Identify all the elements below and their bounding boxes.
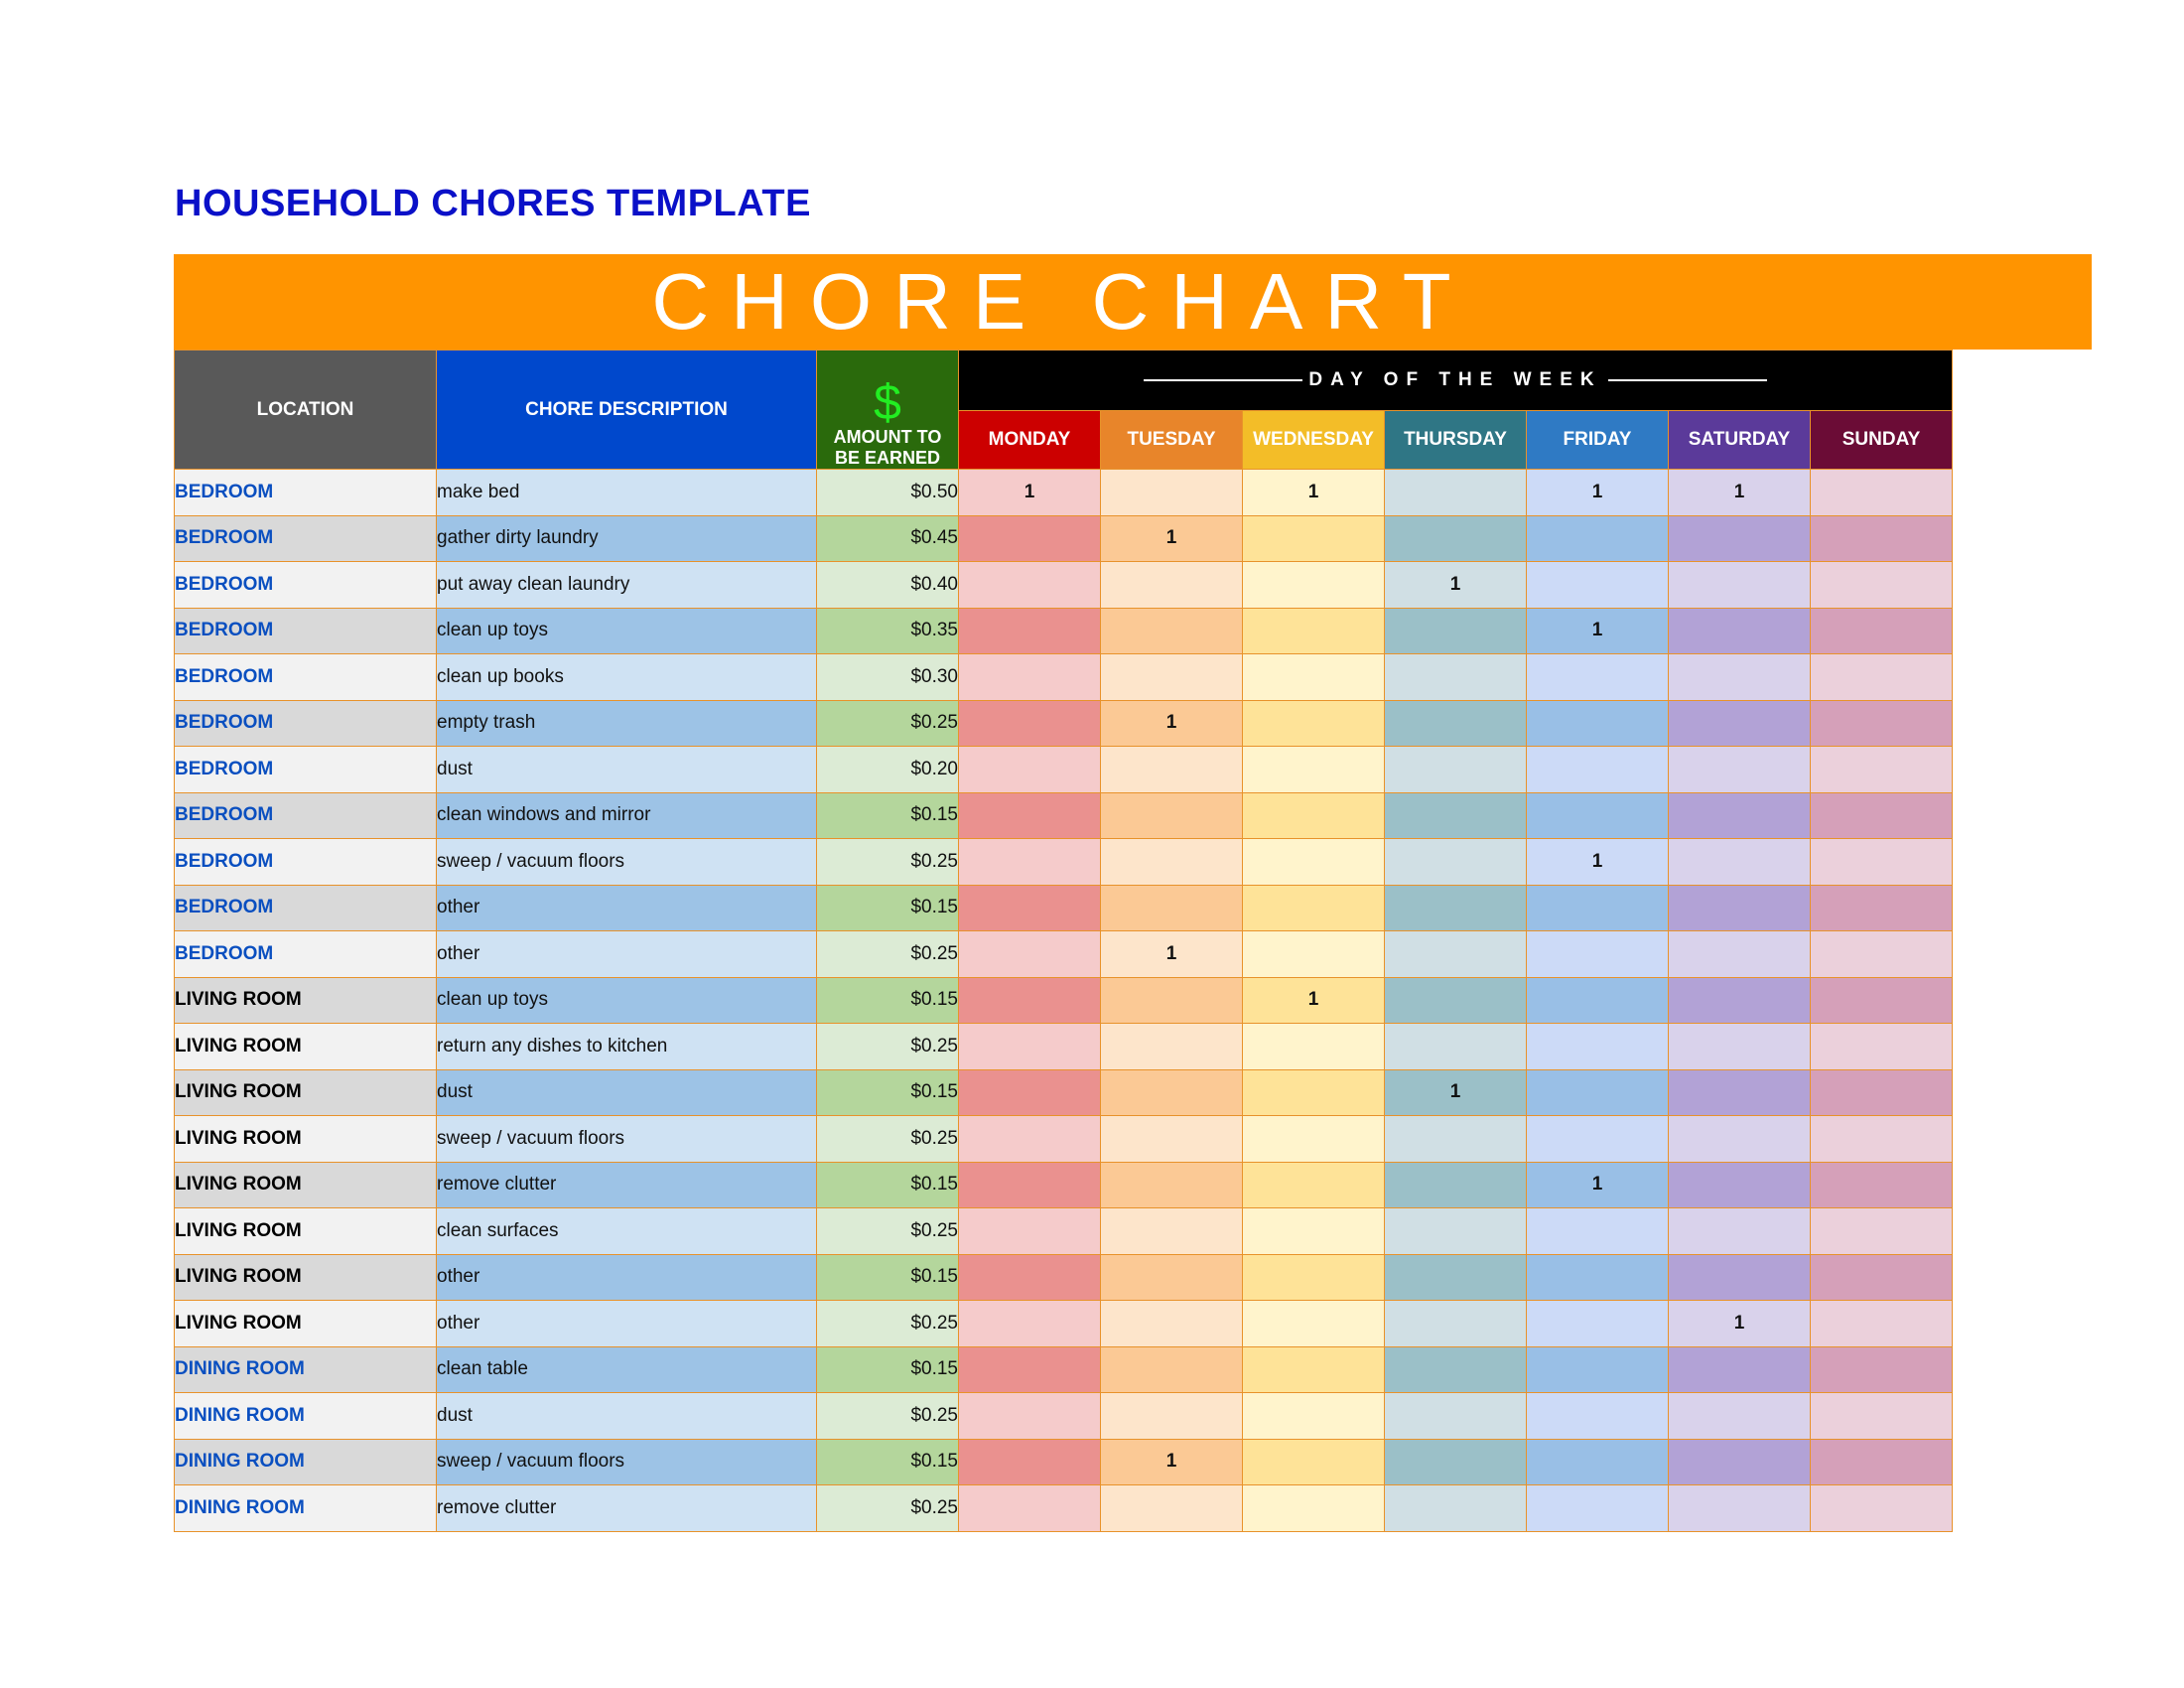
- chore-description-cell[interactable]: clean up toys: [437, 977, 817, 1024]
- amount-cell[interactable]: $0.25: [817, 1024, 959, 1070]
- day-cell-tuesday[interactable]: [1101, 885, 1243, 931]
- day-cell-tuesday[interactable]: [1101, 1208, 1243, 1255]
- day-cell-sunday[interactable]: [1811, 977, 1953, 1024]
- amount-cell[interactable]: $0.50: [817, 470, 959, 516]
- day-cell-monday[interactable]: 1: [959, 470, 1101, 516]
- location-cell[interactable]: LIVING ROOM: [175, 1162, 437, 1208]
- table-row: [175, 1208, 1953, 1255]
- day-cell-sunday[interactable]: [1811, 931, 1953, 978]
- amount-cell[interactable]: $0.25: [817, 1485, 959, 1532]
- amount-cell[interactable]: $0.15: [817, 1162, 959, 1208]
- day-cell-monday[interactable]: [959, 654, 1101, 701]
- chore-description-cell[interactable]: sweep / vacuum floors: [437, 1116, 817, 1163]
- day-cell-wednesday[interactable]: [1243, 1024, 1385, 1070]
- day-cell-friday[interactable]: [1527, 792, 1669, 839]
- day-cell-wednesday[interactable]: [1243, 1162, 1385, 1208]
- day-cell-sunday[interactable]: [1811, 1116, 1953, 1163]
- chore-description-cell[interactable]: return any dishes to kitchen: [437, 1024, 817, 1070]
- day-cell-saturday[interactable]: [1669, 747, 1811, 793]
- day-cell-friday[interactable]: 1: [1527, 1162, 1669, 1208]
- day-cell-saturday[interactable]: [1669, 700, 1811, 747]
- amount-cell[interactable]: $0.15: [817, 1254, 959, 1301]
- day-cell-friday[interactable]: [1527, 931, 1669, 978]
- location-cell[interactable]: BEDROOM: [175, 654, 437, 701]
- day-cell-sunday[interactable]: [1811, 1301, 1953, 1347]
- location-cell[interactable]: LIVING ROOM: [175, 1069, 437, 1116]
- day-cell-monday[interactable]: [959, 792, 1101, 839]
- amount-header-line2: BE EARNED: [834, 448, 940, 468]
- day-cell-wednesday[interactable]: [1243, 562, 1385, 609]
- table-row: [175, 977, 1953, 1024]
- table-row: [175, 1346, 1953, 1393]
- table-row: [175, 1069, 1953, 1116]
- day-cell-tuesday[interactable]: [1101, 562, 1243, 609]
- day-cell-wednesday[interactable]: [1243, 654, 1385, 701]
- amount-cell[interactable]: $0.15: [817, 792, 959, 839]
- table-row: [175, 562, 1953, 609]
- day-cell-tuesday[interactable]: [1101, 1393, 1243, 1440]
- amount-cell[interactable]: $0.25: [817, 700, 959, 747]
- chore-description-header: CHORE DESCRIPTION: [437, 351, 817, 470]
- day-cell-thursday[interactable]: [1385, 608, 1527, 654]
- day-cell-friday[interactable]: [1527, 1439, 1669, 1485]
- day-cell-tuesday[interactable]: [1101, 470, 1243, 516]
- chore-description-cell[interactable]: clean surfaces: [437, 1208, 817, 1255]
- day-cell-wednesday[interactable]: 1: [1243, 470, 1385, 516]
- day-of-week-header: [959, 351, 1953, 411]
- day-cell-wednesday[interactable]: [1243, 1393, 1385, 1440]
- location-cell[interactable]: LIVING ROOM: [175, 1301, 437, 1347]
- table-row: [175, 1162, 1953, 1208]
- day-cell-wednesday[interactable]: [1243, 608, 1385, 654]
- table-row: [175, 1116, 1953, 1163]
- chore-description-cell[interactable]: other: [437, 1301, 817, 1347]
- day-cell-monday[interactable]: [959, 885, 1101, 931]
- day-cell-sunday[interactable]: [1811, 1208, 1953, 1255]
- location-cell[interactable]: BEDROOM: [175, 931, 437, 978]
- day-cell-friday[interactable]: [1527, 747, 1669, 793]
- day-cell-sunday[interactable]: [1811, 1393, 1953, 1440]
- amount-cell[interactable]: $0.15: [817, 885, 959, 931]
- day-cell-saturday[interactable]: [1669, 931, 1811, 978]
- day-cell-tuesday[interactable]: [1101, 839, 1243, 886]
- chore-description-cell[interactable]: dust: [437, 1069, 817, 1116]
- day-cell-thursday[interactable]: [1385, 931, 1527, 978]
- day-cell-wednesday[interactable]: [1243, 885, 1385, 931]
- amount-cell[interactable]: $0.40: [817, 562, 959, 609]
- location-cell[interactable]: LIVING ROOM: [175, 1254, 437, 1301]
- table-row: [175, 747, 1953, 793]
- chore-description-cell[interactable]: clean windows and mirror: [437, 792, 817, 839]
- day-header-4: THURSDAY: [1385, 411, 1527, 470]
- location-cell[interactable]: BEDROOM: [175, 839, 437, 886]
- day-cell-saturday[interactable]: [1669, 1346, 1811, 1393]
- day-cell-thursday[interactable]: [1385, 700, 1527, 747]
- chore-description-cell[interactable]: make bed: [437, 470, 817, 516]
- day-cell-saturday[interactable]: 1: [1669, 1301, 1811, 1347]
- amount-cell[interactable]: $0.45: [817, 515, 959, 562]
- day-cell-thursday[interactable]: [1385, 839, 1527, 886]
- table-row: [175, 515, 1953, 562]
- chore-table: [174, 350, 1953, 1532]
- day-cell-friday[interactable]: [1527, 1485, 1669, 1532]
- table-row: [175, 608, 1953, 654]
- day-cell-friday[interactable]: [1527, 515, 1669, 562]
- day-cell-monday[interactable]: [959, 1346, 1101, 1393]
- chore-description-cell[interactable]: other: [437, 885, 817, 931]
- day-cell-saturday[interactable]: [1669, 654, 1811, 701]
- day-cell-tuesday[interactable]: 1: [1101, 1439, 1243, 1485]
- day-cell-sunday[interactable]: [1811, 747, 1953, 793]
- day-cell-saturday[interactable]: [1669, 977, 1811, 1024]
- table-row: [175, 839, 1953, 886]
- day-cell-tuesday[interactable]: [1101, 1254, 1243, 1301]
- location-cell[interactable]: DINING ROOM: [175, 1485, 437, 1532]
- location-cell[interactable]: BEDROOM: [175, 700, 437, 747]
- chore-description-cell[interactable]: dust: [437, 747, 817, 793]
- table-row: [175, 1301, 1953, 1347]
- day-cell-sunday[interactable]: [1811, 1346, 1953, 1393]
- day-cell-thursday[interactable]: [1385, 1254, 1527, 1301]
- day-cell-friday[interactable]: 1: [1527, 470, 1669, 516]
- amount-cell[interactable]: $0.25: [817, 1393, 959, 1440]
- day-cell-thursday[interactable]: [1385, 1024, 1527, 1070]
- day-cell-thursday[interactable]: [1385, 1116, 1527, 1163]
- day-cell-saturday[interactable]: [1669, 839, 1811, 886]
- day-header-5: FRIDAY: [1527, 411, 1669, 470]
- day-of-week-label: DAY OF THE WEEK: [1308, 369, 1602, 390]
- location-cell[interactable]: BEDROOM: [175, 562, 437, 609]
- amount-cell[interactable]: $0.25: [817, 1116, 959, 1163]
- amount-cell[interactable]: $0.25: [817, 839, 959, 886]
- day-cell-friday[interactable]: [1527, 1393, 1669, 1440]
- day-cell-thursday[interactable]: 1: [1385, 1069, 1527, 1116]
- day-cell-tuesday[interactable]: [1101, 747, 1243, 793]
- day-cell-wednesday[interactable]: [1243, 1069, 1385, 1116]
- day-cell-tuesday[interactable]: 1: [1101, 931, 1243, 978]
- day-cell-saturday[interactable]: [1669, 562, 1811, 609]
- day-cell-wednesday[interactable]: [1243, 931, 1385, 978]
- day-cell-saturday[interactable]: [1669, 608, 1811, 654]
- day-cell-friday[interactable]: [1527, 1346, 1669, 1393]
- day-cell-thursday[interactable]: [1385, 470, 1527, 516]
- amount-cell[interactable]: $0.25: [817, 931, 959, 978]
- day-cell-thursday[interactable]: [1385, 1346, 1527, 1393]
- day-cell-friday[interactable]: [1527, 1301, 1669, 1347]
- day-cell-thursday[interactable]: [1385, 1208, 1527, 1255]
- day-cell-friday[interactable]: [1527, 562, 1669, 609]
- day-cell-monday[interactable]: [959, 562, 1101, 609]
- day-cell-monday[interactable]: [959, 1162, 1101, 1208]
- day-cell-saturday[interactable]: [1669, 1485, 1811, 1532]
- amount-cell[interactable]: $0.25: [817, 1208, 959, 1255]
- amount-cell[interactable]: $0.15: [817, 1346, 959, 1393]
- day-cell-tuesday[interactable]: [1101, 792, 1243, 839]
- day-cell-sunday[interactable]: [1811, 1162, 1953, 1208]
- day-cell-thursday[interactable]: [1385, 1393, 1527, 1440]
- chore-description-cell[interactable]: remove clutter: [437, 1162, 817, 1208]
- day-cell-thursday[interactable]: [1385, 885, 1527, 931]
- day-cell-monday[interactable]: [959, 1024, 1101, 1070]
- location-cell[interactable]: BEDROOM: [175, 885, 437, 931]
- day-cell-tuesday[interactable]: [1101, 1346, 1243, 1393]
- day-cell-thursday[interactable]: [1385, 654, 1527, 701]
- day-cell-wednesday[interactable]: 1: [1243, 977, 1385, 1024]
- day-cell-friday[interactable]: [1527, 1116, 1669, 1163]
- day-cell-monday[interactable]: [959, 1254, 1101, 1301]
- day-cell-tuesday[interactable]: [1101, 654, 1243, 701]
- day-cell-wednesday[interactable]: [1243, 1301, 1385, 1347]
- day-cell-monday[interactable]: [959, 747, 1101, 793]
- day-cell-thursday[interactable]: [1385, 1162, 1527, 1208]
- day-cell-friday[interactable]: 1: [1527, 608, 1669, 654]
- chore-description-cell[interactable]: dust: [437, 1393, 817, 1440]
- day-cell-monday[interactable]: [959, 700, 1101, 747]
- day-cell-sunday[interactable]: [1811, 1439, 1953, 1485]
- day-cell-monday[interactable]: [959, 977, 1101, 1024]
- day-cell-wednesday[interactable]: [1243, 1208, 1385, 1255]
- table-row: [175, 792, 1953, 839]
- amount-cell[interactable]: $0.15: [817, 1439, 959, 1485]
- day-cell-thursday[interactable]: [1385, 1439, 1527, 1485]
- day-cell-wednesday[interactable]: [1243, 839, 1385, 886]
- table-row: [175, 654, 1953, 701]
- location-cell[interactable]: BEDROOM: [175, 608, 437, 654]
- day-cell-thursday[interactable]: 1: [1385, 562, 1527, 609]
- day-cell-thursday[interactable]: [1385, 1301, 1527, 1347]
- divider-line: [1144, 379, 1302, 381]
- day-cell-wednesday[interactable]: [1243, 792, 1385, 839]
- location-cell[interactable]: BEDROOM: [175, 515, 437, 562]
- chore-description-cell[interactable]: other: [437, 1254, 817, 1301]
- table-row: [175, 885, 1953, 931]
- day-cell-saturday[interactable]: [1669, 1208, 1811, 1255]
- location-cell[interactable]: BEDROOM: [175, 470, 437, 516]
- day-cell-tuesday[interactable]: [1101, 1301, 1243, 1347]
- day-header-1: MONDAY: [959, 411, 1101, 470]
- day-cell-sunday[interactable]: [1811, 1024, 1953, 1070]
- location-cell[interactable]: LIVING ROOM: [175, 1208, 437, 1255]
- day-cell-friday[interactable]: [1527, 700, 1669, 747]
- day-cell-monday[interactable]: [959, 1439, 1101, 1485]
- day-cell-thursday[interactable]: [1385, 515, 1527, 562]
- day-cell-sunday[interactable]: [1811, 885, 1953, 931]
- day-cell-friday[interactable]: [1527, 977, 1669, 1024]
- day-cell-sunday[interactable]: [1811, 792, 1953, 839]
- amount-header: [817, 351, 959, 470]
- day-cell-friday[interactable]: [1527, 1208, 1669, 1255]
- day-cell-tuesday[interactable]: [1101, 977, 1243, 1024]
- day-cell-tuesday[interactable]: 1: [1101, 515, 1243, 562]
- chore-description-cell[interactable]: gather dirty laundry: [437, 515, 817, 562]
- amount-cell[interactable]: $0.25: [817, 1301, 959, 1347]
- day-cell-monday[interactable]: [959, 1069, 1101, 1116]
- chore-description-cell[interactable]: clean table: [437, 1346, 817, 1393]
- day-cell-friday[interactable]: [1527, 885, 1669, 931]
- day-cell-thursday[interactable]: [1385, 747, 1527, 793]
- day-cell-monday[interactable]: [959, 931, 1101, 978]
- day-cell-thursday[interactable]: [1385, 977, 1527, 1024]
- amount-cell[interactable]: $0.15: [817, 1069, 959, 1116]
- day-cell-sunday[interactable]: [1811, 1485, 1953, 1532]
- day-cell-monday[interactable]: [959, 1393, 1101, 1440]
- day-cell-tuesday[interactable]: [1101, 1069, 1243, 1116]
- day-cell-tuesday[interactable]: 1: [1101, 700, 1243, 747]
- location-cell[interactable]: DINING ROOM: [175, 1393, 437, 1440]
- day-cell-wednesday[interactable]: [1243, 1254, 1385, 1301]
- location-header: LOCATION: [175, 351, 437, 470]
- day-cell-monday[interactable]: [959, 515, 1101, 562]
- day-cell-friday[interactable]: 1: [1527, 839, 1669, 886]
- chore-description-cell[interactable]: empty trash: [437, 700, 817, 747]
- location-cell[interactable]: LIVING ROOM: [175, 1116, 437, 1163]
- chore-description-cell[interactable]: remove clutter: [437, 1485, 817, 1532]
- amount-cell[interactable]: $0.30: [817, 654, 959, 701]
- day-cell-sunday[interactable]: [1811, 839, 1953, 886]
- day-cell-sunday[interactable]: [1811, 700, 1953, 747]
- day-cell-tuesday[interactable]: [1101, 1116, 1243, 1163]
- day-cell-saturday[interactable]: [1669, 1254, 1811, 1301]
- day-cell-wednesday[interactable]: [1243, 1439, 1385, 1485]
- chore-description-cell[interactable]: clean up toys: [437, 608, 817, 654]
- table-row: [175, 1439, 1953, 1485]
- day-cell-saturday[interactable]: [1669, 792, 1811, 839]
- location-cell[interactable]: DINING ROOM: [175, 1346, 437, 1393]
- location-cell[interactable]: BEDROOM: [175, 792, 437, 839]
- day-cell-thursday[interactable]: [1385, 792, 1527, 839]
- day-cell-saturday[interactable]: [1669, 1116, 1811, 1163]
- location-cell[interactable]: LIVING ROOM: [175, 1024, 437, 1070]
- amount-cell[interactable]: $0.20: [817, 747, 959, 793]
- table-row: [175, 1485, 1953, 1532]
- day-cell-saturday[interactable]: [1669, 1393, 1811, 1440]
- table-row: [175, 1024, 1953, 1070]
- day-cell-tuesday[interactable]: [1101, 1162, 1243, 1208]
- day-cell-friday[interactable]: [1527, 1024, 1669, 1070]
- location-cell[interactable]: BEDROOM: [175, 747, 437, 793]
- table-row: [175, 700, 1953, 747]
- amount-cell[interactable]: $0.35: [817, 608, 959, 654]
- day-header-7: SUNDAY: [1811, 411, 1953, 470]
- day-cell-friday[interactable]: [1527, 1254, 1669, 1301]
- location-cell[interactable]: LIVING ROOM: [175, 977, 437, 1024]
- divider-line: [1608, 379, 1767, 381]
- day-cell-wednesday[interactable]: [1243, 700, 1385, 747]
- day-cell-monday[interactable]: [959, 839, 1101, 886]
- table-row: [175, 1393, 1953, 1440]
- day-cell-wednesday[interactable]: [1243, 1346, 1385, 1393]
- chore-description-cell[interactable]: sweep / vacuum floors: [437, 1439, 817, 1485]
- location-cell[interactable]: DINING ROOM: [175, 1439, 437, 1485]
- chore-description-cell[interactable]: sweep / vacuum floors: [437, 839, 817, 886]
- day-cell-saturday[interactable]: [1669, 1069, 1811, 1116]
- day-cell-saturday[interactable]: [1669, 885, 1811, 931]
- chore-description-cell[interactable]: put away clean laundry: [437, 562, 817, 609]
- day-cell-monday[interactable]: [959, 1208, 1101, 1255]
- day-cell-sunday[interactable]: [1811, 562, 1953, 609]
- day-cell-sunday[interactable]: [1811, 515, 1953, 562]
- day-cell-saturday[interactable]: 1: [1669, 470, 1811, 516]
- day-cell-sunday[interactable]: [1811, 1069, 1953, 1116]
- chore-description-cell[interactable]: other: [437, 931, 817, 978]
- day-cell-monday[interactable]: [959, 608, 1101, 654]
- day-cell-saturday[interactable]: [1669, 1162, 1811, 1208]
- amount-cell[interactable]: $0.15: [817, 977, 959, 1024]
- day-cell-wednesday[interactable]: [1243, 1116, 1385, 1163]
- day-cell-sunday[interactable]: [1811, 1254, 1953, 1301]
- chore-description-cell[interactable]: clean up books: [437, 654, 817, 701]
- day-cell-friday[interactable]: [1527, 654, 1669, 701]
- day-cell-monday[interactable]: [959, 1116, 1101, 1163]
- day-cell-sunday[interactable]: [1811, 654, 1953, 701]
- day-header-6: SATURDAY: [1669, 411, 1811, 470]
- day-header-3: WEDNESDAY: [1243, 411, 1385, 470]
- day-cell-wednesday[interactable]: [1243, 747, 1385, 793]
- day-cell-monday[interactable]: [959, 1301, 1101, 1347]
- day-header-2: TUESDAY: [1101, 411, 1243, 470]
- day-cell-sunday[interactable]: [1811, 470, 1953, 516]
- day-cell-wednesday[interactable]: [1243, 1485, 1385, 1532]
- day-cell-thursday[interactable]: [1385, 1485, 1527, 1532]
- day-cell-wednesday[interactable]: [1243, 515, 1385, 562]
- amount-header-line1: AMOUNT TO: [833, 427, 942, 447]
- table-row: [175, 931, 1953, 978]
- table-row: [175, 1254, 1953, 1301]
- day-cell-saturday[interactable]: [1669, 515, 1811, 562]
- day-cell-tuesday[interactable]: [1101, 1024, 1243, 1070]
- day-cell-saturday[interactable]: [1669, 1024, 1811, 1070]
- banner-title: CHORE CHART: [651, 257, 1473, 346]
- page-title: HOUSEHOLD CHORES TEMPLATE: [175, 183, 811, 224]
- day-cell-friday[interactable]: [1527, 1069, 1669, 1116]
- day-cell-tuesday[interactable]: [1101, 1485, 1243, 1532]
- dollar-icon: $: [874, 374, 901, 430]
- day-cell-monday[interactable]: [959, 1485, 1101, 1532]
- day-cell-saturday[interactable]: [1669, 1439, 1811, 1485]
- day-cell-sunday[interactable]: [1811, 608, 1953, 654]
- day-cell-tuesday[interactable]: [1101, 608, 1243, 654]
- table-row: [175, 470, 1953, 516]
